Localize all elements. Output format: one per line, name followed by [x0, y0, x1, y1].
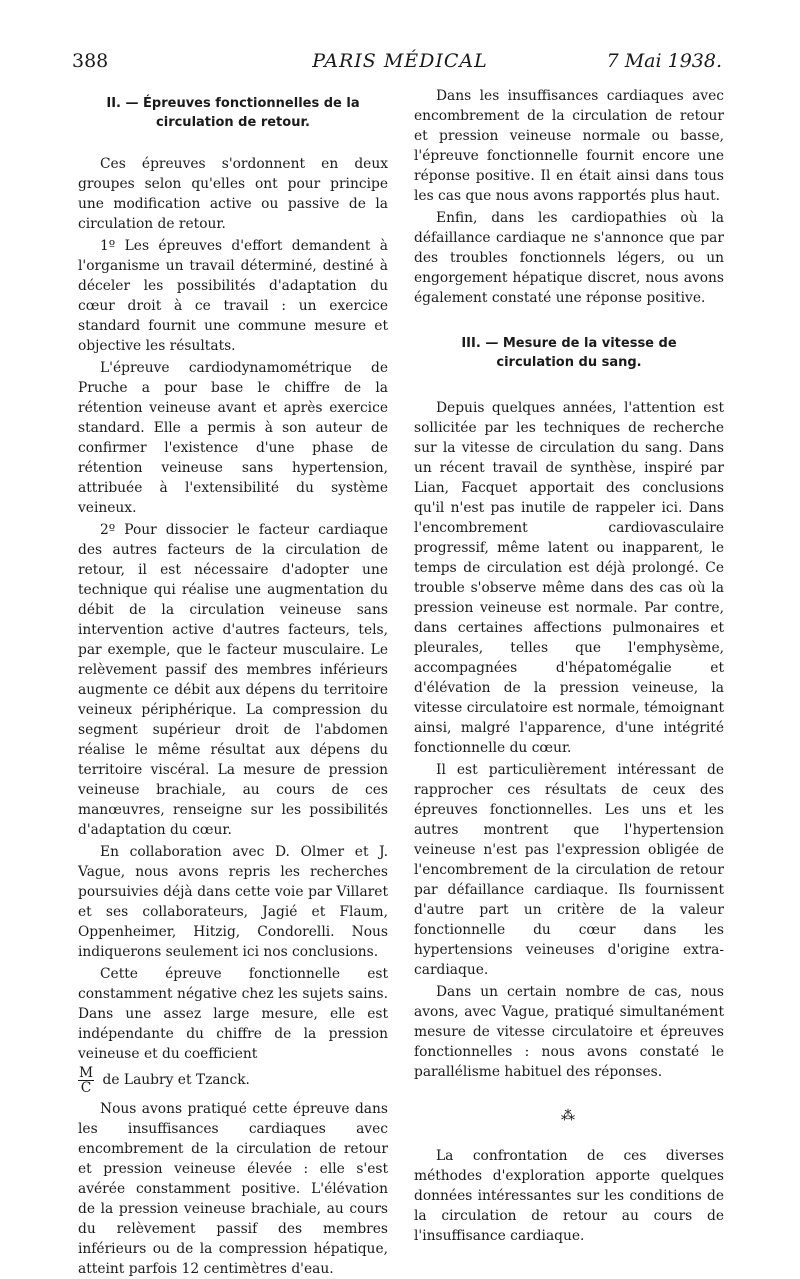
page-number: 388 [72, 50, 109, 72]
paragraph: 2º Pour dissocier le facteur cardiaque des autres facteurs de la circulation de retour, il est nécessaire d'adopter une technique qui réalise une augmentation du débit de la circulation veineuse sans intervention active d'autres facteurs, tels, par exemple, que le facteur musculaire. Le relèvement passif des membres inférieurs augmente ce débit aux dépens du territoire veineux périphérique. La compression du segment supérieur droit de l'abdomen réalise le même résultat aux dépens du territoire viscéral. La mesure de pression veineuse brachiale, au cours de ces manœuvres, renseigne sur les possibilités d'adaptation du cœur. [78, 522, 388, 838]
section-title-ii: II. — Épreuves fonctionnelles de la circulation de retour. [106, 96, 360, 130]
paragraph: Ces épreuves s'ordonnent en deux groupes selon qu'elles ont pour principe une modification active ou passive de la circulation de retour. [78, 156, 388, 232]
page-header [0, 50, 800, 80]
paragraph: Dans un certain nombre de cas, nous avons, avec Vague, pratiqué simultanément mesure de vitesse circulatoire et épreuves fonctionnelles : nous avons constaté le parallélisme habituel des réponses. [414, 984, 724, 1080]
paragraph: La confrontation de ces diverses méthodes d'exploration apporte quelques données intéressantes sur les conditions de la circulation de retour au cours de l'insuffisance cardiaque. [414, 1148, 724, 1244]
paragraph-text: Cette épreuve fonctionnelle est constamment négative chez les sujets sains. Dans une assez large mesure, elle est indépendante du chiffre de la pression veineuse et du coefficient [78, 966, 388, 1062]
paragraph: Nous avons pratiqué cette épreuve dans les insuffisances cardiaques avec encombrement de la circulation de retour et pression veineuse élevée : elle s'est avérée constamment positive. L'élévation de la pression veineuse brachiale, au cours du relèvement passif des membres inférieurs ou de la compression hépatique, atteint parfois 12 centimètres d'eau. [78, 1101, 388, 1277]
section-title-iii: III. — Mesure de la vitesse de circulation du sang. [461, 336, 677, 370]
formula-text: de Laubry et Tzanck. [102, 1072, 250, 1088]
fraction-denominator: C [80, 1080, 92, 1096]
journal-title: PARIS MÉDICAL [312, 50, 488, 72]
right-column [414, 86, 724, 1246]
issue-date: 7 Mai 1938. [606, 50, 722, 72]
paragraph: Il est particulièrement intéressant de rapprocher ces résultats de ceux des épreuves fonctionnelles. Les uns et les autres montrent que l'hypertension veineuse n'est pas l'expression obligée de l'encombrement de la circulation de retour par défaillance cardiaque. Ils fournissent d'autre part un critère de la valeur fonctionnelle du cœur dans les hypertensions veineuses d'origine extra-cardiaque. [414, 762, 724, 978]
asterism-divider: ⁂ [561, 1108, 577, 1124]
formula-line [78, 1066, 388, 1095]
paragraph: En collaboration avec D. Olmer et J. Vague, nous avons repris les recherches poursuivies déjà dans cette voie par Villaret et ses collaborateurs, Jagié et Flaum, Oppenheimer, Hitzig, Condorelli. Nous indiquerons seulement ici nos conclusions. [78, 844, 388, 960]
paragraph: Depuis quelques années, l'attention est sollicitée par les techniques de recherche sur la vitesse de circulation du sang. Dans un récent travail de synthèse, inspiré par Lian, Facquet apportait des conclusions qu'il n'est pas inutile de rappeler ici. Dans l'encombrement cardiovasculaire progressif, même latent ou inapparent, le temps de circulation est déjà prolongé. Ce trouble s'observe même dans des cas où la pression veineuse est normale. Par contre, dans certaines affections pulmonaires et pleurales, telles que l'emphysème, accompagnées d'hépatomégalie et d'élévation de la pression veineuse, la vitesse circulatoire est normale, témoignant ainsi, malgré l'apparence, d'une intégrité fonctionnelle du cœur. [414, 400, 724, 756]
fraction-m-over-c [78, 1066, 94, 1095]
paragraph: 1º Les épreuves d'effort demandent à l'organisme un travail déterminé, destiné à déceler les possibilités d'adaptation du cœur droit à ce travail : un exercice standard fournit une commune mesure et objective les résultats. [78, 238, 388, 354]
paragraph [78, 964, 388, 1064]
left-column [78, 86, 388, 1279]
paragraph: Enfin, dans les cardiopathies où la défaillance cardiaque ne s'annonce que par des troubles fonctionnels légers, ou un engorgement hépatique discret, nous avons également constaté une réponse positive. [414, 210, 724, 306]
fraction-numerator: M [79, 1065, 94, 1081]
paragraph: L'épreuve cardiodynamométrique de Pruche a pour base le chiffre de la rétention veineuse avant et après exercice standard. Elle a permis à son auteur de confirmer l'existence d'une phase de rétention veineuse sans hypertension, attribuée à l'extensibilité du système veineux. [78, 360, 388, 516]
paragraph: Dans les insuffisances cardiaques avec encombrement de la circulation de retour et pression veineuse normale ou basse, l'épreuve fonctionnelle fournit encore une réponse positive. Il en était ainsi dans tous les cas que nous avons rapportés plus haut. [414, 88, 724, 204]
